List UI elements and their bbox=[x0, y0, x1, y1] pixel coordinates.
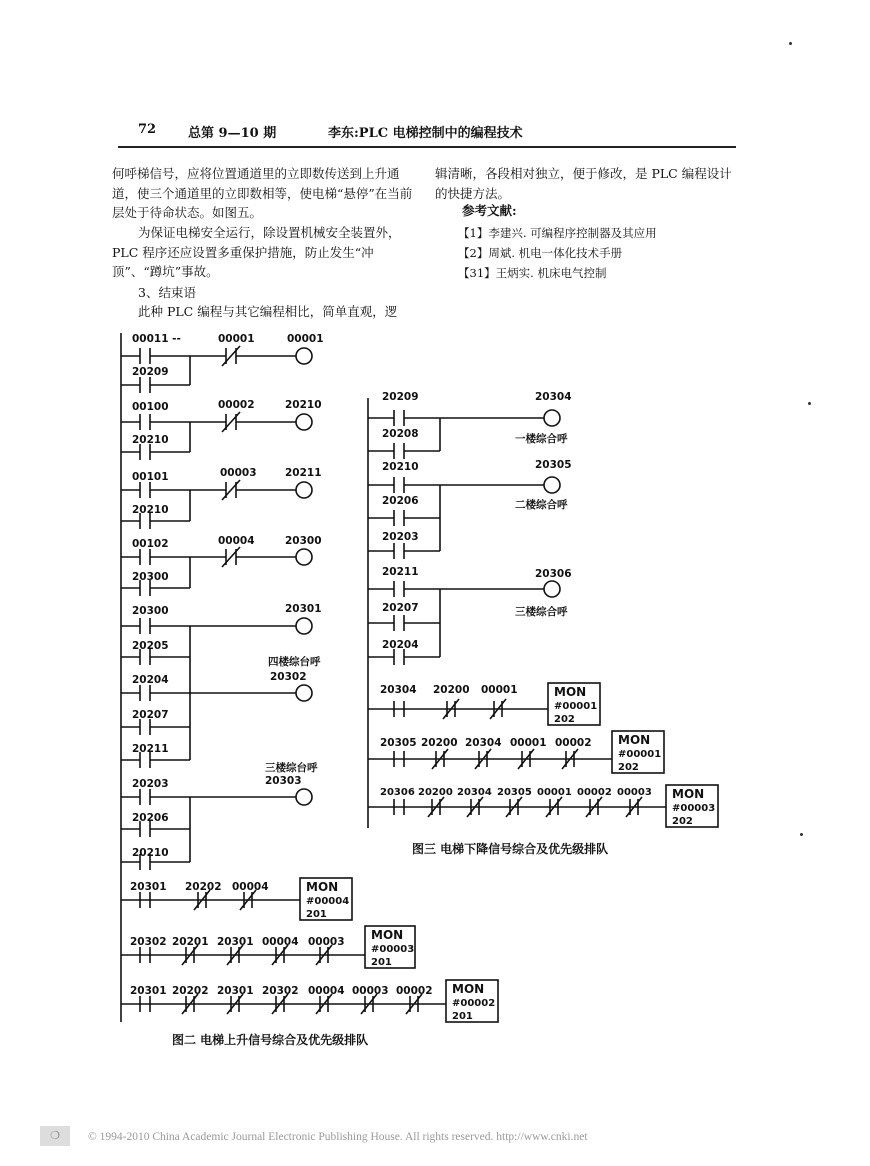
contact-label: 00002 bbox=[396, 985, 433, 997]
contact-label: 00100 bbox=[132, 401, 169, 413]
contact-label: 20201 bbox=[172, 936, 209, 948]
coil-caption: 四楼综台呼 bbox=[268, 656, 321, 668]
contact-label: 20200 bbox=[421, 737, 458, 749]
coil-label: 20211 bbox=[285, 467, 322, 479]
contact-label: 20208 bbox=[382, 428, 419, 440]
contact-label: 20203 bbox=[132, 778, 169, 790]
contact-label: 20300 bbox=[132, 605, 169, 617]
contact-label: 00001 bbox=[218, 333, 255, 345]
contact-label: 20200 bbox=[418, 787, 453, 798]
contact-label: 00002 bbox=[555, 737, 592, 749]
scan-speck bbox=[789, 42, 792, 45]
reference-item: 【1】李建兴. 可编程序控制器及其应用 bbox=[458, 226, 657, 240]
contact-label: 20301 bbox=[130, 881, 167, 893]
contact-label: 20305 bbox=[380, 737, 417, 749]
contact-label: 20305 bbox=[497, 787, 532, 798]
contact-label: 00002 bbox=[577, 787, 612, 798]
contact-label: 20206 bbox=[382, 495, 419, 507]
contact-label: 00101 bbox=[132, 471, 169, 483]
scan-speck bbox=[800, 833, 803, 836]
contact-label: 20210 bbox=[132, 504, 169, 516]
contact-label: 20211 bbox=[382, 566, 419, 578]
mon-operand: 201 bbox=[452, 1011, 473, 1022]
contact-label: 20202 bbox=[185, 881, 222, 893]
coil-label: 20303 bbox=[265, 775, 302, 787]
contact-label: 20304 bbox=[465, 737, 502, 749]
mon-operand: #00001 bbox=[618, 749, 662, 760]
mon-operand: 201 bbox=[306, 909, 327, 920]
contact-label: 20306 bbox=[380, 787, 415, 798]
coil-label: 00001 bbox=[287, 333, 324, 345]
contact-label: 00003 bbox=[308, 936, 345, 948]
contact-label: 20210 bbox=[382, 461, 419, 473]
contact-label: 20203 bbox=[382, 531, 419, 543]
contact-label: 20204 bbox=[382, 639, 419, 651]
contact-label: 20300 bbox=[132, 571, 169, 583]
mon-operand: 201 bbox=[371, 957, 392, 968]
coil-caption: 一楼综合呼 bbox=[515, 433, 568, 445]
contact-label: 20210 bbox=[132, 434, 169, 446]
contact-label: 20210 bbox=[132, 847, 169, 859]
right-paragraph-1: 辑清晰，各段相对独立，便于修改，是 PLC 编程设计的快捷方法。 bbox=[435, 166, 732, 201]
references-title: 参考文献: bbox=[462, 203, 517, 218]
contact-label: 20207 bbox=[382, 602, 419, 614]
contact-label: 00004 bbox=[308, 985, 345, 997]
mon-operand: #00002 bbox=[452, 998, 496, 1009]
contact-label: 20207 bbox=[132, 709, 169, 721]
coil-label: 20304 bbox=[535, 391, 572, 403]
contact-label: 20301 bbox=[217, 936, 254, 948]
contact-label: 20301 bbox=[217, 985, 254, 997]
mon-operand: 202 bbox=[672, 816, 693, 827]
coil-caption: 三楼综台呼 bbox=[265, 762, 318, 774]
reference-item: 【31】王炳实. 机床电气控制 bbox=[458, 266, 607, 280]
coil-label: 20306 bbox=[535, 568, 572, 580]
contact-label: 20205 bbox=[132, 640, 169, 652]
coil-label: 20300 bbox=[285, 535, 322, 547]
contact-label: 00001 bbox=[481, 684, 518, 696]
contact-label: 20302 bbox=[130, 936, 167, 948]
contact-label: 20304 bbox=[457, 787, 492, 798]
left-paragraph-2: 为保证电梯安全运行，除设置机械安全装置外，PLC 程序还应设置多重保护措施，防止发生“冲顶”、“蹲坑”事故。 bbox=[112, 225, 401, 279]
contact-label: 20200 bbox=[433, 684, 470, 696]
mon-instruction: MON bbox=[371, 928, 404, 942]
contact-label: 20206 bbox=[132, 812, 169, 824]
mon-instruction: MON bbox=[554, 685, 587, 699]
contact-label: 00001 bbox=[510, 737, 547, 749]
mon-instruction: MON bbox=[452, 982, 485, 996]
reference-item: 【2】周斌. 机电一体化技术手册 bbox=[458, 246, 623, 260]
contact-label: 00003 bbox=[617, 787, 652, 798]
left-paragraph-1: 何呼梯信号，应将位置通道里的立即数传送到上升通道，使三个通道里的立即数相等，使电梯“悬停”在当前层处于待命状态。如图五。 bbox=[112, 166, 413, 220]
coil-label: 20301 bbox=[285, 603, 322, 615]
contact-label: 20304 bbox=[380, 684, 417, 696]
contact-label: 20204 bbox=[132, 674, 169, 686]
mon-operand: 202 bbox=[618, 762, 639, 773]
mon-instruction: MON bbox=[618, 733, 651, 747]
contact-label: 00004 bbox=[262, 936, 299, 948]
contact-label: 00002 bbox=[218, 399, 255, 411]
section-heading: 3、结束语 bbox=[138, 285, 196, 300]
mon-operand: 202 bbox=[554, 714, 575, 725]
contact-label: 20302 bbox=[262, 985, 299, 997]
mon-instruction: MON bbox=[306, 880, 339, 894]
contact-label: 00011 -- bbox=[132, 333, 181, 345]
contact-label: 00003 bbox=[352, 985, 389, 997]
coil-label: 20302 bbox=[270, 671, 307, 683]
contact-label: 00102 bbox=[132, 538, 169, 550]
contact-label: 00001 bbox=[537, 787, 572, 798]
contact-label: 00004 bbox=[218, 535, 255, 547]
contact-label: 20209 bbox=[382, 391, 419, 403]
mon-operand: #00004 bbox=[306, 896, 350, 907]
page-number: 72 bbox=[138, 122, 157, 137]
running-title: 李东:PLC 电梯控制中的编程技术 bbox=[328, 126, 523, 141]
mon-instruction: MON bbox=[672, 787, 705, 801]
mon-operand: #00003 bbox=[371, 944, 415, 955]
contact-label: 00003 bbox=[220, 467, 257, 479]
figure3-caption: 图三 电梯下降信号综合及优先级排队 bbox=[412, 842, 609, 856]
coil-caption: 三楼综合呼 bbox=[515, 606, 568, 618]
coil-label: 20305 bbox=[535, 459, 572, 471]
contact-label: 20202 bbox=[172, 985, 209, 997]
contact-label: 00004 bbox=[232, 881, 269, 893]
contact-label: 20301 bbox=[130, 985, 167, 997]
coil-caption: 二楼综合呼 bbox=[515, 499, 568, 511]
contact-label: 20209 bbox=[132, 366, 169, 378]
issue-number: 总第 9—10 期 bbox=[188, 126, 277, 141]
cnki-logo-icon: ❍ bbox=[40, 1126, 70, 1146]
mon-operand: #00003 bbox=[672, 803, 716, 814]
left-paragraph-3: 此种 PLC 编程与其它编程相比，简单直观，逻 bbox=[138, 304, 398, 319]
scan-speck bbox=[808, 402, 811, 405]
figure2-caption: 图二 电梯上升信号综合及优先级排队 bbox=[172, 1033, 369, 1047]
mon-operand: #00001 bbox=[554, 701, 598, 712]
contact-label: 20211 bbox=[132, 743, 169, 755]
copyright-footer: © 1994-2010 China Academic Journal Electronic Publishing House. All rights reserved. http://www.cnki.net bbox=[88, 1131, 588, 1143]
coil-label: 20210 bbox=[285, 399, 322, 411]
